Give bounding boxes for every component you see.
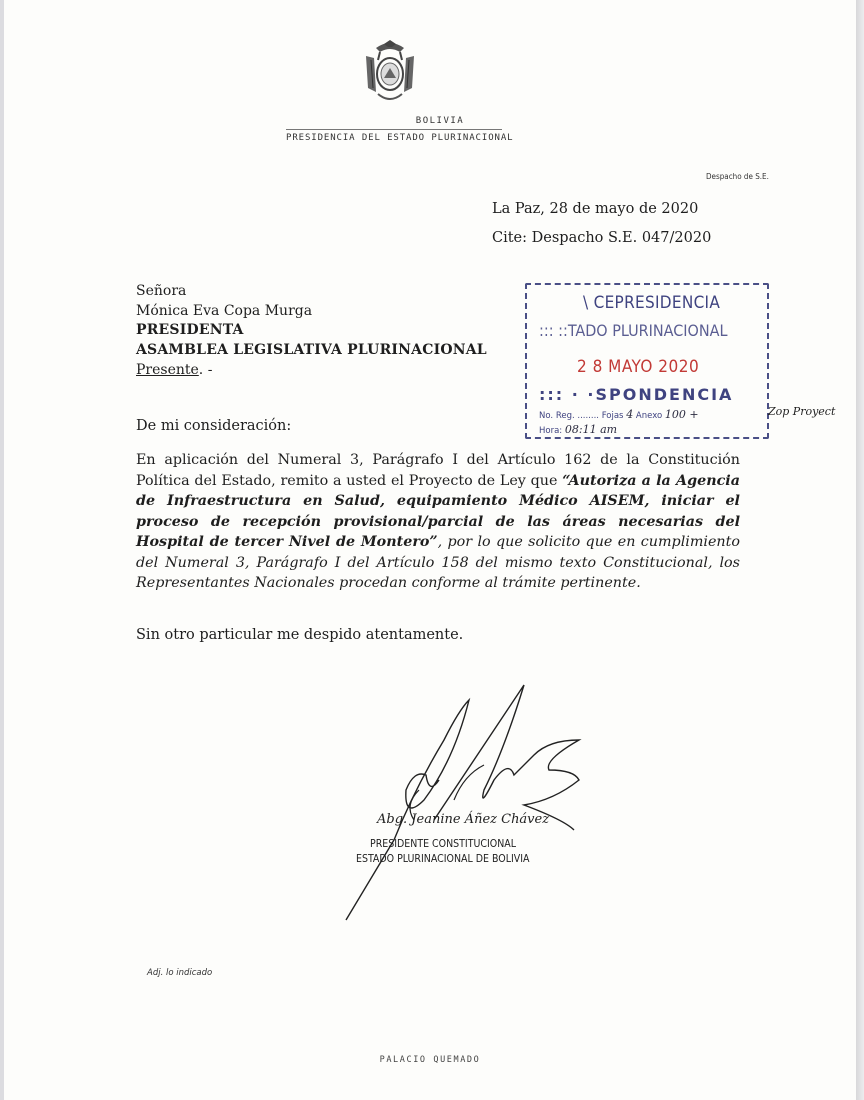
stamp-hour-value: 08:11 am xyxy=(564,423,618,436)
stamp-anexo-value: 100 + xyxy=(664,408,699,421)
handwritten-note: Zop Proyect xyxy=(768,405,836,418)
body-intro: En aplicación del Numeral 3, Parágrafo I del Artículo 162 de la Constitución Política del Estado, remito a usted el Proyecto de Ley que xyxy=(136,452,740,489)
letterhead-country: BOLIVIA xyxy=(415,116,465,126)
bill-title: “Autoriza a la Agencia de Infraestructura en Salud, equipamiento Médico AISEM, iniciar el proceso de recepción provisional/parcial de las áreas necesarias del Hospital de tercer Nivel de Montero” xyxy=(136,472,740,550)
letterhead-divider xyxy=(286,129,502,130)
signature-scribble xyxy=(334,670,604,930)
stamp-hour-row xyxy=(539,423,617,436)
coat-of-arms-icon xyxy=(362,38,418,106)
stamp-date: 2 8 MAYO 2020 xyxy=(577,357,700,377)
letter-page xyxy=(4,0,856,1100)
stamp-line1: \ CEPRESIDENCIA xyxy=(583,293,721,313)
addressee-presente xyxy=(136,360,212,380)
scan-right-edge xyxy=(856,0,864,1100)
presente-text: Presente xyxy=(136,362,199,378)
despacho-tag: Despacho de S.E. xyxy=(706,172,769,181)
attachment-note: Adj. lo indicado xyxy=(147,968,213,978)
body-paragraph xyxy=(136,450,740,594)
body-continuation: , por lo que solicito que en cumplimiento del Numeral 3, Parágrafo I del Artículo 158 del mismo texto Constitucional, los Representantes Nacionales procedan conforme al trámite pertinente. xyxy=(136,534,740,591)
greeting: De mi consideración: xyxy=(136,418,292,434)
stamp-fojas-value: 4 xyxy=(626,408,634,421)
stamp-line3: ::: · ·SPONDENCIA xyxy=(539,385,734,404)
stamp-fields: No. Reg. ........ Fojas 4 Anexo 100 + xyxy=(539,408,699,421)
stamp-line2: ::: ::TADO PLURINACIONAL xyxy=(539,321,728,340)
addressee-title: PRESIDENTA xyxy=(136,322,244,338)
footer-palacio: PALACIO QUEMADO xyxy=(379,1055,481,1065)
cite-reference: Cite: Despacho S.E. 047/2020 xyxy=(492,230,712,246)
place-date: La Paz, 28 de mayo de 2020 xyxy=(492,201,699,217)
signatory-entity: ESTADO PLURINACIONAL DE BOLIVIA xyxy=(356,853,530,865)
stamp-fojas-label: Fojas xyxy=(601,411,624,421)
stamp-hour-label: Hora: xyxy=(539,426,563,436)
closing-line: Sin otro particular me despido atentamente. xyxy=(136,627,464,643)
letterhead-office: PRESIDENCIA DEL ESTADO PLURINACIONAL xyxy=(286,133,514,143)
signatory-title: PRESIDENTE CONSTITUCIONAL xyxy=(370,838,516,850)
stamp-reg-label: No. Reg. xyxy=(539,411,575,421)
addressee-institution: ASAMBLEA LEGISLATIVA PLURINACIONAL xyxy=(136,342,487,358)
addressee-salutation: Señora xyxy=(136,283,187,299)
signatory-name: Abg. Jeanine Áñez Chávez xyxy=(377,812,550,827)
presente-suffix: . - xyxy=(198,362,213,378)
stamp-anexo-label: Anexo xyxy=(635,411,663,421)
reception-stamp xyxy=(525,283,769,439)
addressee-name: Mónica Eva Copa Murga xyxy=(136,303,313,319)
